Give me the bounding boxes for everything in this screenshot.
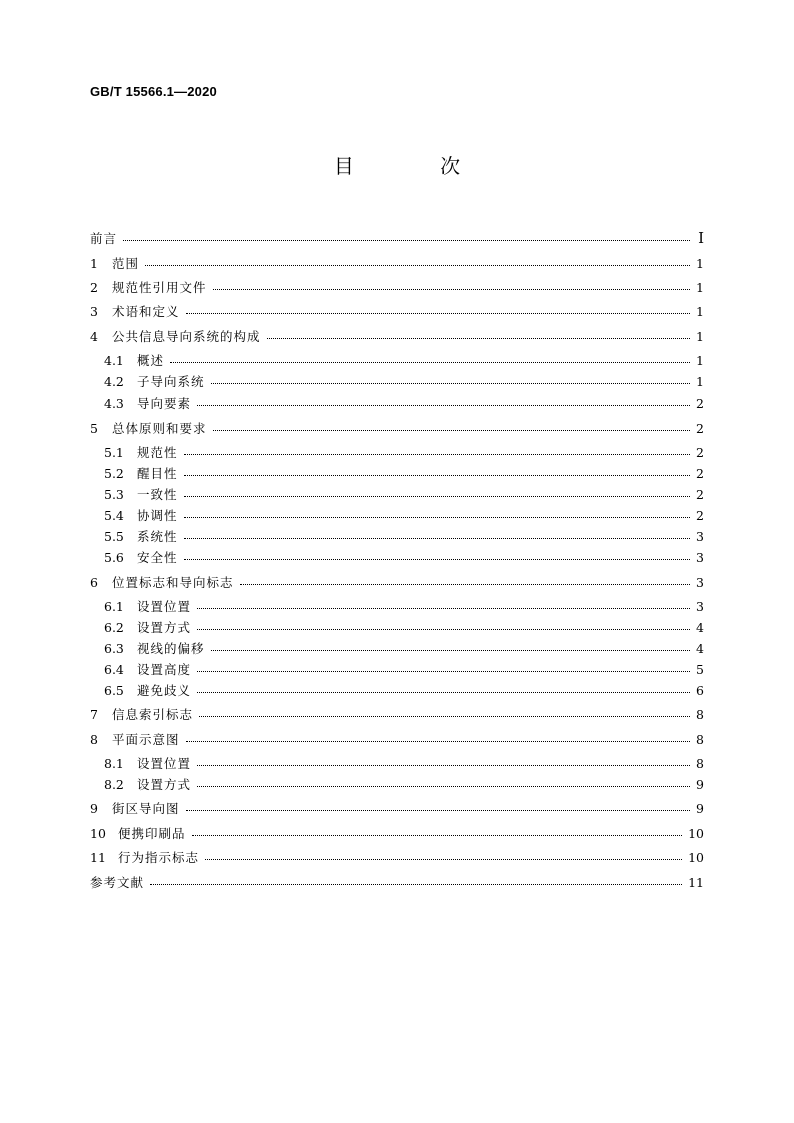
toc-entry-page: 2 <box>696 444 704 460</box>
toc-entry-page: 2 <box>696 507 704 523</box>
toc-entry-number: 4.3 <box>104 395 124 411</box>
toc-entry-number: 6 <box>90 574 98 590</box>
toc-leader-dots <box>192 834 683 836</box>
toc-entry[interactable] <box>90 872 704 892</box>
toc-entry-page: 1 <box>696 373 704 389</box>
toc-entry[interactable] <box>90 371 704 391</box>
toc-entry-label: 公共信息导向系统的构成 <box>112 329 261 344</box>
toc-entry-page: I <box>698 229 704 247</box>
toc-leader-dots <box>197 764 690 766</box>
toc-entry-number: 5 <box>90 420 98 436</box>
toc-entry-number: 4.1 <box>104 352 124 368</box>
toc-entry-page: 3 <box>696 598 704 614</box>
toc-entry-label: 视线的偏移 <box>137 641 205 656</box>
toc-entry-page: 1 <box>696 255 704 271</box>
toc-leader-dots <box>199 715 690 717</box>
toc-leader-dots <box>170 361 690 363</box>
toc-entry-number: 9 <box>90 800 98 816</box>
toc-entry-label: 平面示意图 <box>112 732 180 747</box>
toc-entry[interactable] <box>90 393 704 413</box>
toc-leader-dots <box>123 239 690 241</box>
toc-entry-page: 6 <box>696 682 704 698</box>
toc-entry[interactable] <box>90 659 704 679</box>
toc-leader-dots <box>211 649 690 651</box>
toc-entry-label: 概述 <box>137 353 165 368</box>
toc-entry-number: 6.4 <box>104 661 124 677</box>
toc-leader-dots <box>197 670 690 672</box>
toc-entry-page: 4 <box>696 640 704 656</box>
toc-entry-page: 10 <box>688 849 704 865</box>
toc-entry[interactable] <box>90 253 704 273</box>
toc-entry-number: 5.5 <box>104 528 124 544</box>
toc-entry-page: 10 <box>688 825 704 841</box>
toc-leader-dots <box>184 537 690 539</box>
toc-entry-label: 总体原则和要求 <box>112 421 207 436</box>
toc-leader-dots <box>213 288 690 290</box>
toc-entry-page: 1 <box>696 279 704 295</box>
toc-entry-number: 11 <box>90 849 106 865</box>
toc-entry-number: 5.4 <box>104 507 124 523</box>
toc-leader-dots <box>267 337 690 339</box>
toc-entry[interactable] <box>90 463 704 483</box>
toc-entry-page: 3 <box>696 574 704 590</box>
toc-leader-dots <box>240 583 690 585</box>
toc-entry-label: 子导向系统 <box>137 374 205 389</box>
toc-leader-dots <box>186 809 690 811</box>
toc-entry-number: 7 <box>90 706 98 722</box>
toc-entry-label: 设置位置 <box>137 756 192 771</box>
toc-entry[interactable] <box>90 547 704 567</box>
toc-entry-label: 范围 <box>112 256 140 271</box>
toc-entry-page: 3 <box>696 528 704 544</box>
toc-entry-label: 系统性 <box>137 529 178 544</box>
toc-entry-page: 8 <box>696 731 704 747</box>
toc-entry-page: 2 <box>696 486 704 502</box>
toc-entry-label: 设置位置 <box>137 599 192 614</box>
toc-entry-number: 5.1 <box>104 444 124 460</box>
toc-entry-number: 4 <box>90 328 98 344</box>
toc-entry-number: 2 <box>90 279 98 295</box>
toc-entry-label: 前言 <box>90 231 118 246</box>
toc-entry-label: 一致性 <box>137 487 178 502</box>
toc-entry-label: 设置高度 <box>137 662 192 677</box>
toc-entry-number: 8.1 <box>104 755 124 771</box>
toc-entry[interactable] <box>90 277 704 297</box>
toc-entry-number: 6.5 <box>104 682 124 698</box>
toc-entry[interactable] <box>90 228 704 248</box>
toc-entry-page: 1 <box>696 303 704 319</box>
toc-entry[interactable] <box>90 418 704 438</box>
toc-leader-dots <box>184 495 690 497</box>
toc-leader-dots <box>197 785 690 787</box>
toc-entry[interactable] <box>90 596 704 616</box>
toc-entry-label: 街区导向图 <box>112 801 180 816</box>
toc-entry[interactable] <box>90 484 704 504</box>
page-title: 目 次 <box>333 154 501 178</box>
toc-entry-number: 6.3 <box>104 640 124 656</box>
toc-entry-number: 8.2 <box>104 776 124 792</box>
toc-entry[interactable] <box>90 442 704 462</box>
toc-entry-label: 信息索引标志 <box>112 707 194 722</box>
toc-leader-dots <box>197 691 690 693</box>
toc-entry[interactable] <box>90 350 704 370</box>
toc-entry-label: 便携印刷品 <box>118 826 186 841</box>
toc-leader-dots <box>211 382 690 384</box>
toc-entry[interactable] <box>90 301 704 321</box>
toc-leader-dots <box>213 429 690 431</box>
toc-entry-page: 1 <box>696 352 704 368</box>
toc-entry-label: 安全性 <box>137 550 178 565</box>
toc-leader-dots <box>184 558 690 560</box>
toc-leader-dots <box>186 312 690 314</box>
toc-leader-dots <box>197 628 690 630</box>
toc-entry[interactable] <box>90 505 704 525</box>
document-code: GB/T 15566.1—2020 <box>90 84 217 99</box>
toc-entry[interactable] <box>90 617 704 637</box>
toc-entry[interactable] <box>90 753 704 773</box>
toc-entry-number: 1 <box>90 255 98 271</box>
toc-entry-page: 2 <box>696 395 704 411</box>
toc-entry[interactable] <box>90 847 704 867</box>
toc-leader-dots <box>150 883 682 885</box>
toc-entry-label: 术语和定义 <box>112 304 180 319</box>
toc-entry-number: 6.2 <box>104 619 124 635</box>
toc-entry[interactable] <box>90 526 704 546</box>
toc-entry[interactable] <box>90 798 704 818</box>
toc-entry[interactable] <box>90 326 704 346</box>
toc-leader-dots <box>184 474 690 476</box>
toc-entry-label: 位置标志和导向标志 <box>112 575 234 590</box>
toc-entry-number: 5.3 <box>104 486 124 502</box>
toc-entry-page: 3 <box>696 549 704 565</box>
toc-entry-page: 1 <box>696 328 704 344</box>
toc-entry-number: 4.2 <box>104 373 124 389</box>
toc-leader-dots <box>186 740 690 742</box>
toc-entry-label: 参考文献 <box>90 875 145 890</box>
toc-leader-dots <box>197 404 690 406</box>
toc-entry-label: 设置方式 <box>137 777 192 792</box>
toc-leader-dots <box>205 858 682 860</box>
toc-entry-label: 规范性 <box>137 445 178 460</box>
toc-entry[interactable] <box>90 774 704 794</box>
toc-entry-label: 规范性引用文件 <box>112 280 207 295</box>
toc-entry-page: 2 <box>696 420 704 436</box>
toc-entry-number: 3 <box>90 303 98 319</box>
toc-entry-page: 2 <box>696 465 704 481</box>
toc-entry[interactable] <box>90 638 704 658</box>
toc-entry-number: 6.1 <box>104 598 124 614</box>
toc-entry-page: 9 <box>696 776 704 792</box>
toc-entry-page: 8 <box>696 755 704 771</box>
toc-entry-number: 5.2 <box>104 465 124 481</box>
toc-entry-label: 行为指示标志 <box>118 850 200 865</box>
toc-entry-label: 避免歧义 <box>137 683 192 698</box>
toc-entry-page: 8 <box>696 706 704 722</box>
toc-entry-page: 4 <box>696 619 704 635</box>
toc-entry-number: 5.6 <box>104 549 124 565</box>
toc-entry-label: 协调性 <box>137 508 178 523</box>
toc-entry-page: 5 <box>696 661 704 677</box>
toc-entry[interactable] <box>90 729 704 749</box>
toc-entry-label: 导向要素 <box>137 396 192 411</box>
toc-leader-dots <box>197 607 690 609</box>
toc-entry[interactable] <box>90 823 704 843</box>
toc-entry-page: 9 <box>696 800 704 816</box>
toc-entry-number: 8 <box>90 731 98 747</box>
toc-entry[interactable] <box>90 572 704 592</box>
toc-leader-dots <box>184 516 690 518</box>
toc-entry-page: 11 <box>688 874 704 890</box>
toc-leader-dots <box>145 264 690 266</box>
toc-entry-label: 设置方式 <box>137 620 192 635</box>
toc-leader-dots <box>184 453 690 455</box>
toc-entry-label: 醒目性 <box>137 466 178 481</box>
toc-entry[interactable] <box>90 704 704 724</box>
toc-entry-number: 10 <box>90 825 106 841</box>
toc-entry[interactable] <box>90 680 704 700</box>
